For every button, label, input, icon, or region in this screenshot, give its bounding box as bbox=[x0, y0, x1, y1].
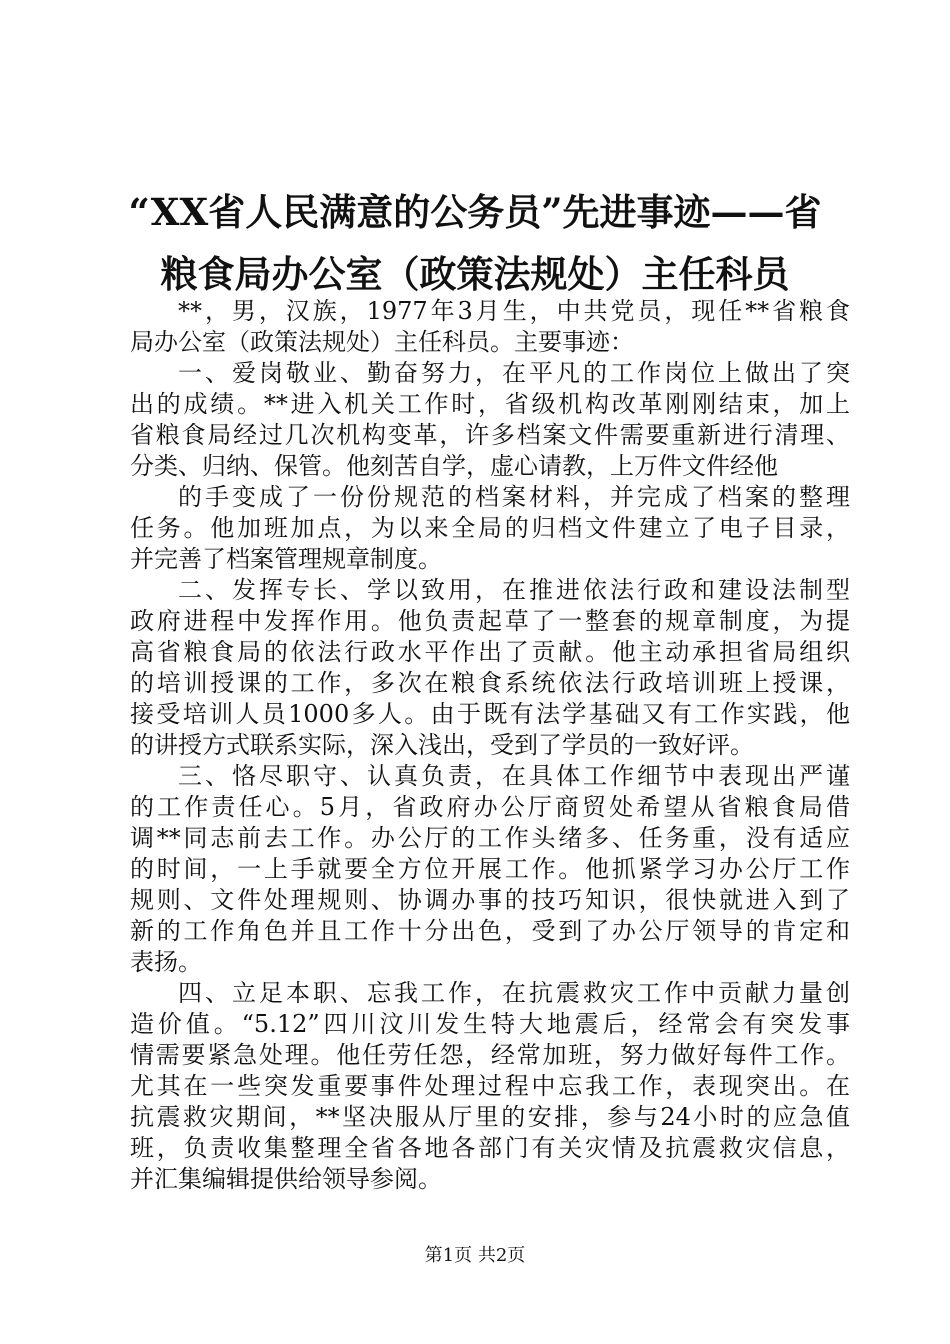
body-line: 接受培训人员1000多人。由于既有法学基础又有工作实践，他 bbox=[130, 700, 850, 728]
body-line: 分类、归纳、保管。他刻苦自学，虚心请教，上万件文件经他 bbox=[130, 452, 778, 480]
page-number: 第1页 共2页 bbox=[424, 1245, 526, 1266]
body-line: 省粮食局经过几次机构变革，许多档案文件需要重新进行清理、 bbox=[130, 421, 850, 449]
body-line: 局办公室（政策法规处）主任科员。主要事迹： bbox=[130, 328, 634, 356]
body-line: 情需要紧急处理。他任劳任怨，经常加班，努力做好每件工作。 bbox=[130, 1041, 850, 1069]
body-line: 高省粮食局的依法行政水平作出了贡献。他主动承担省局组织 bbox=[130, 638, 850, 666]
body-line: 并汇集编辑提供给领导参阅。 bbox=[130, 1165, 442, 1193]
body-line: 的手变成了一份份规范的档案材料，并完成了档案的整理 bbox=[178, 483, 850, 511]
body-line: 调**同志前去工作。办公厅的工作头绪多、任务重，没有适应 bbox=[130, 824, 850, 852]
body-line: **，男，汉族，1977年3月生，中共党员，现任**省粮食 bbox=[178, 297, 850, 325]
body-line: 班，负责收集整理全省各地各部门有关灾情及抗震救灾信息， bbox=[130, 1134, 850, 1162]
body-line: 一、爱岗敬业、勤奋努力，在平凡的工作岗位上做出了突 bbox=[178, 359, 850, 387]
body-line: 并完善了档案管理规章制度。 bbox=[130, 545, 442, 573]
body-line: 新的工作角色并且工作十分出色，受到了办公厅领导的肯定和 bbox=[130, 917, 850, 945]
body-line: 表扬。 bbox=[130, 948, 202, 976]
body-line: 规则、文件处理规则、协调办事的技巧知识，很快就进入到了 bbox=[130, 886, 850, 914]
body-line: 造价值。“5.12”四川汶川发生特大地震后，经常会有突发事 bbox=[130, 1010, 850, 1038]
body-line: 任务。他加班加点，为以来全局的归档文件建立了电子目录， bbox=[130, 514, 850, 542]
body-line: 出的成绩。**进入机关工作时，省级机构改革刚刚结束，加上 bbox=[130, 390, 850, 418]
body-line: 的讲授方式联系实际，深入浅出，受到了学员的一致好评。 bbox=[130, 731, 754, 759]
document-title-line-2: 粮食局办公室（政策法规处）主任科员 bbox=[160, 252, 790, 296]
document-title-line-1: “XX省人民满意的公务员”先进事迹——省 bbox=[128, 190, 822, 234]
body-line: 三、恪尽职守、认真负责，在具体工作细节中表现出严谨 bbox=[178, 762, 850, 790]
body-line: 的时间，一上手就要全方位开展工作。他抓紧学习办公厅工作 bbox=[130, 855, 850, 883]
body-line: 四、立足本职、忘我工作，在抗震救灾工作中贡献力量创 bbox=[178, 979, 850, 1007]
body-line: 的工作责任心。5月，省政府办公厅商贸处希望从省粮食局借 bbox=[130, 793, 850, 821]
body-line: 尤其在一些突发重要事件处理过程中忘我工作，表现突出。在 bbox=[130, 1072, 850, 1100]
document-body bbox=[130, 296, 850, 1195]
body-line: 抗震救灾期间，**坚决服从厅里的安排，参与24小时的应急值 bbox=[130, 1103, 850, 1131]
body-line: 二、发挥专长、学以致用，在推进依法行政和建设法制型 bbox=[178, 576, 850, 604]
body-line: 政府进程中发挥作用。他负责起草了一整套的规章制度，为提 bbox=[130, 607, 850, 635]
body-line: 的培训授课的工作，多次在粮食系统依法行政培训班上授课， bbox=[130, 669, 850, 697]
